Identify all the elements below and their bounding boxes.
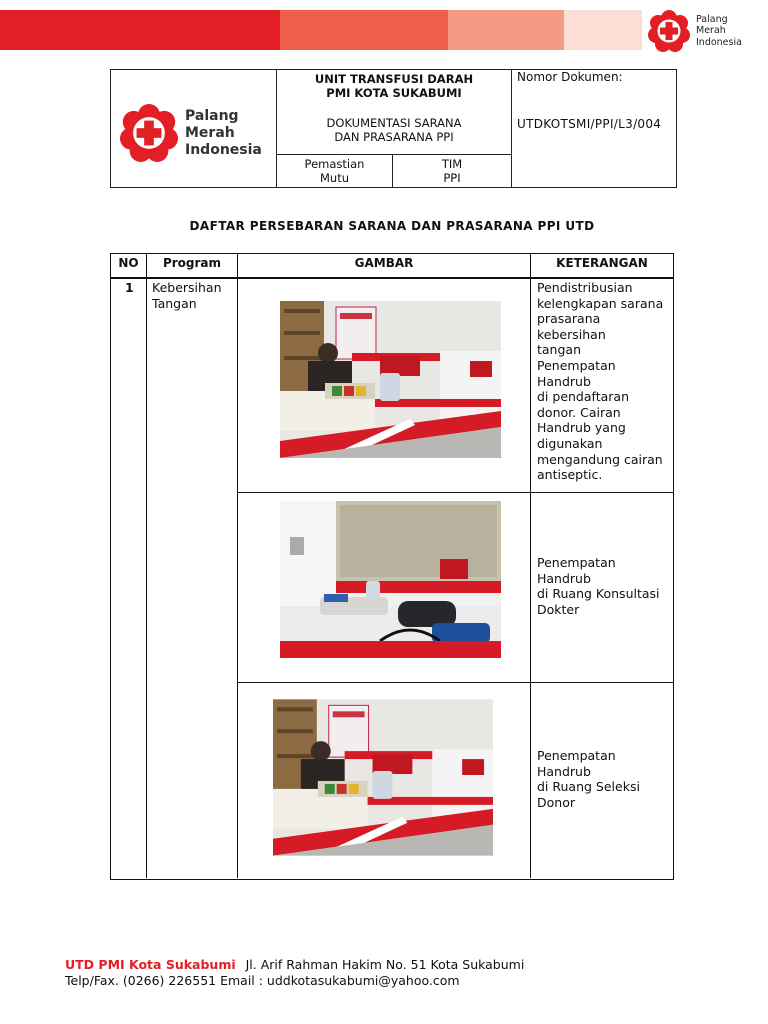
column-header-program: Program [162, 256, 222, 270]
page-title: DAFTAR PERSEBARAN SARANA DAN PRASARANA PPI UTD [189, 219, 595, 233]
keterangan-line: kebersihan [537, 326, 606, 342]
keterangan-cell [537, 280, 663, 483]
registration-desk-photo [280, 301, 501, 458]
logo-text-line: Palang [185, 107, 239, 124]
keterangan-line: Pendistribusian [537, 280, 633, 295]
unit-line: PMI KOTA SUKABUMI [326, 86, 462, 100]
tim-line: TIM [441, 157, 463, 171]
keterangan-line: Penempatan [537, 555, 616, 570]
banner-pale [564, 10, 642, 50]
keterangan-cell [537, 555, 660, 617]
unit-title [277, 72, 511, 100]
keterangan-line: Handrub yang [537, 420, 626, 436]
document-title [277, 116, 511, 144]
banner-red [0, 10, 280, 50]
page-footer [65, 957, 524, 989]
keterangan-line: Penempatan [537, 357, 616, 373]
nomor-dokumen-value: UTDKOTSMI/PPI/L3/004 [517, 117, 662, 131]
footer-org: UTD PMI Kota Sukabumi [65, 957, 236, 972]
doc-line: DOKUMENTASI SARANA [326, 116, 462, 130]
keterangan-line: di Ruang Seleksi [537, 779, 640, 795]
nomor-dokumen-label: Nomor Dokumen: [517, 70, 623, 84]
consultation-desk-photo [280, 501, 501, 658]
pemastian-line: Pemastian [304, 157, 365, 171]
keterangan-line: kelengkapan sarana [537, 295, 664, 311]
program-name [152, 280, 222, 311]
logo-text-line: Palang [696, 13, 728, 25]
selection-desk-photo [273, 699, 493, 856]
footer-contact: Telp/Fax. (0266) 226551 Email : uddkotasukabumi@yahoo.com [65, 973, 460, 988]
column-header-no: NO [118, 256, 139, 270]
header-banner [0, 10, 642, 50]
doc-line: DAN PRASARANA PPI [334, 130, 454, 144]
keterangan-line: antiseptic. [537, 467, 603, 483]
keterangan-line: di Ruang Konsultasi [537, 586, 660, 602]
keterangan-line: Handrub [537, 570, 591, 586]
keterangan-line: prasarana [537, 311, 601, 327]
pmi-emblem-icon [648, 10, 690, 52]
program-line: Tangan [152, 295, 197, 311]
tim-ppi-cell [393, 157, 511, 185]
pemastian-mutu-cell [277, 157, 392, 185]
banner-peach [448, 10, 564, 50]
pemastian-line: Mutu [319, 171, 349, 185]
row-number: 1 [125, 280, 134, 295]
keterangan-line: mengandung cairan [537, 451, 663, 467]
sarana-table [110, 253, 674, 880]
keterangan-line: di pendaftaran [537, 389, 629, 405]
keterangan-line: Penempatan [537, 748, 616, 763]
unit-line: UNIT TRANSFUSI DARAH [314, 72, 474, 86]
keterangan-line: donor. Cairan [537, 404, 621, 420]
header-logo [119, 104, 262, 162]
program-line: Kebersihan [152, 280, 222, 295]
top-logo [648, 10, 758, 52]
logo-text-line: Merah [696, 25, 726, 37]
banner-salmon [280, 10, 448, 50]
logo-text-line: Indonesia [185, 141, 262, 158]
pmi-emblem-icon [119, 104, 179, 162]
document-header-table [110, 69, 677, 188]
keterangan-cell [537, 748, 640, 810]
keterangan-line: Handrub [537, 373, 591, 389]
logo-text-line: Merah [185, 124, 235, 141]
column-header-keterangan: KETERANGAN [556, 256, 648, 270]
keterangan-line: Dokter [537, 601, 580, 617]
column-header-gambar: GAMBAR [354, 256, 414, 270]
keterangan-line: tangan [537, 342, 582, 358]
footer-address: Jl. Arif Rahman Hakim No. 51 Kota Sukabumi [245, 957, 525, 972]
tim-line: PPI [443, 171, 461, 185]
keterangan-line: Donor [537, 794, 575, 810]
logo-text-line: Indonesia [696, 36, 742, 48]
keterangan-line: Handrub [537, 763, 591, 779]
keterangan-line: digunakan [537, 435, 603, 451]
